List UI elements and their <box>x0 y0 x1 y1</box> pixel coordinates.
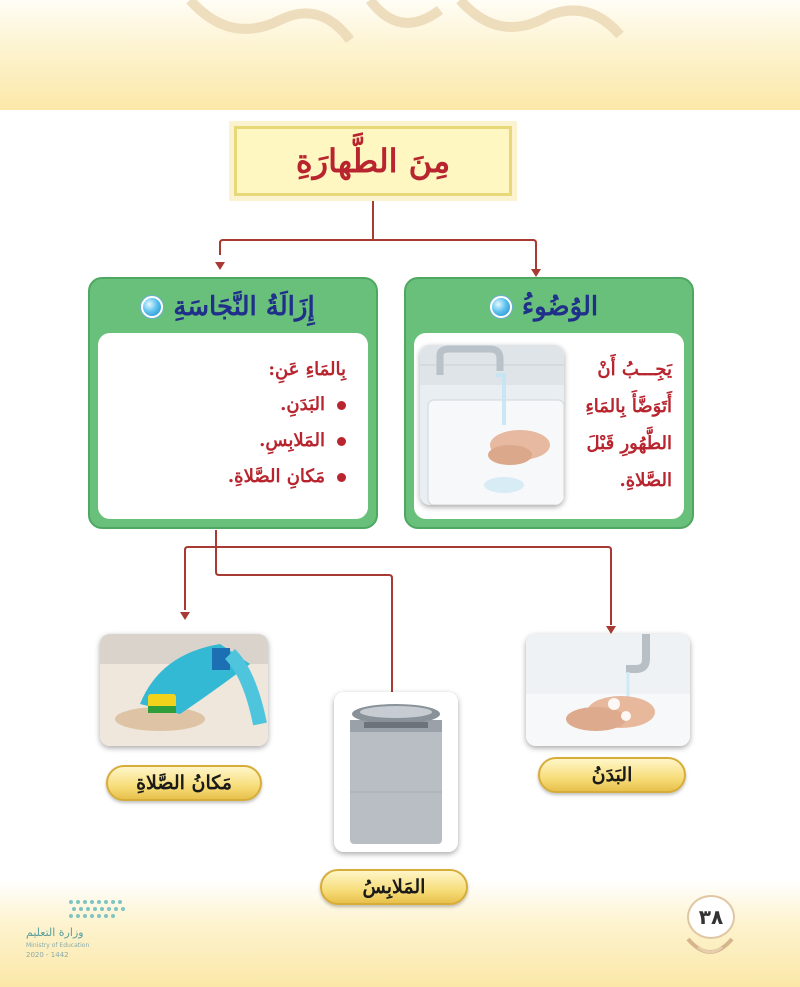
najasa-item-label: البَدَنِ. <box>280 394 325 415</box>
ministry-logo-icon <box>66 898 136 922</box>
prayer-place-photo <box>100 634 268 746</box>
najasa-item-label: مَكانِ الصَّلاةِ. <box>227 466 325 487</box>
body-label-text: البَدَنُ <box>591 764 633 786</box>
clothes-photo <box>334 692 458 852</box>
najasa-item-label: المَلابِسِ. <box>259 430 325 451</box>
hand-washing-photo-icon <box>420 345 564 505</box>
wudu-line: أَتَوَضَّأَ بِالمَاءِ <box>585 396 672 417</box>
page-number-badge <box>680 895 740 965</box>
clothes-label <box>320 869 468 905</box>
body-label <box>538 757 686 793</box>
prayer-place-label-text: مَكانُ الصَّلاةِ <box>136 772 232 794</box>
list-item <box>228 387 346 423</box>
blue-dot-icon <box>490 296 512 318</box>
wudu-line: الصَّلاةِ. <box>619 470 672 491</box>
najasa-card <box>88 277 378 529</box>
page-number: ٣٨ <box>698 905 724 929</box>
bullet-icon <box>337 473 346 482</box>
najasa-intro: بِالمَاءِ عَنِ: <box>268 359 346 380</box>
cleaning-carpet-photo-icon <box>100 634 268 746</box>
wudu-line: الطَّهُورِ قَبْلَ <box>586 433 672 454</box>
najasa-card-body <box>98 333 368 519</box>
page-number-circle <box>687 895 735 939</box>
ministry-name-en: Ministry of Education <box>26 942 90 949</box>
wudu-card-title: الوُضُوءُ <box>521 292 599 322</box>
wudu-card <box>404 277 694 529</box>
najasa-card-title: إِزَالَةُ النَّجَاسَةِ <box>173 292 315 322</box>
blue-dot-icon <box>141 296 163 318</box>
najasa-card-header <box>90 285 376 329</box>
top-ornament-icon <box>170 0 630 50</box>
wudu-card-body <box>414 333 684 519</box>
wudu-line: يَجِـــبُ أَنْ <box>597 359 672 380</box>
najasa-list <box>228 353 346 495</box>
bullet-icon <box>337 401 346 410</box>
wudu-photo <box>420 345 564 505</box>
list-item <box>228 423 346 459</box>
washing-hands-photo-icon <box>526 634 690 746</box>
washing-machine-photo-icon <box>334 692 458 852</box>
list-item <box>228 459 346 495</box>
body-photo <box>526 634 690 746</box>
ministry-logo <box>26 898 146 968</box>
prayer-place-label <box>106 765 262 801</box>
clothes-label-text: المَلابِسُ <box>362 876 426 898</box>
edition-year: 2020 - 1442 <box>26 951 69 959</box>
bullet-icon <box>337 437 346 446</box>
ministry-name: وزارة التعليم <box>26 926 84 939</box>
title-box <box>234 126 512 196</box>
page-title: مِنَ الطَّهارَةِ <box>295 142 451 180</box>
wudu-card-header <box>406 285 692 329</box>
wudu-text <box>554 351 672 499</box>
